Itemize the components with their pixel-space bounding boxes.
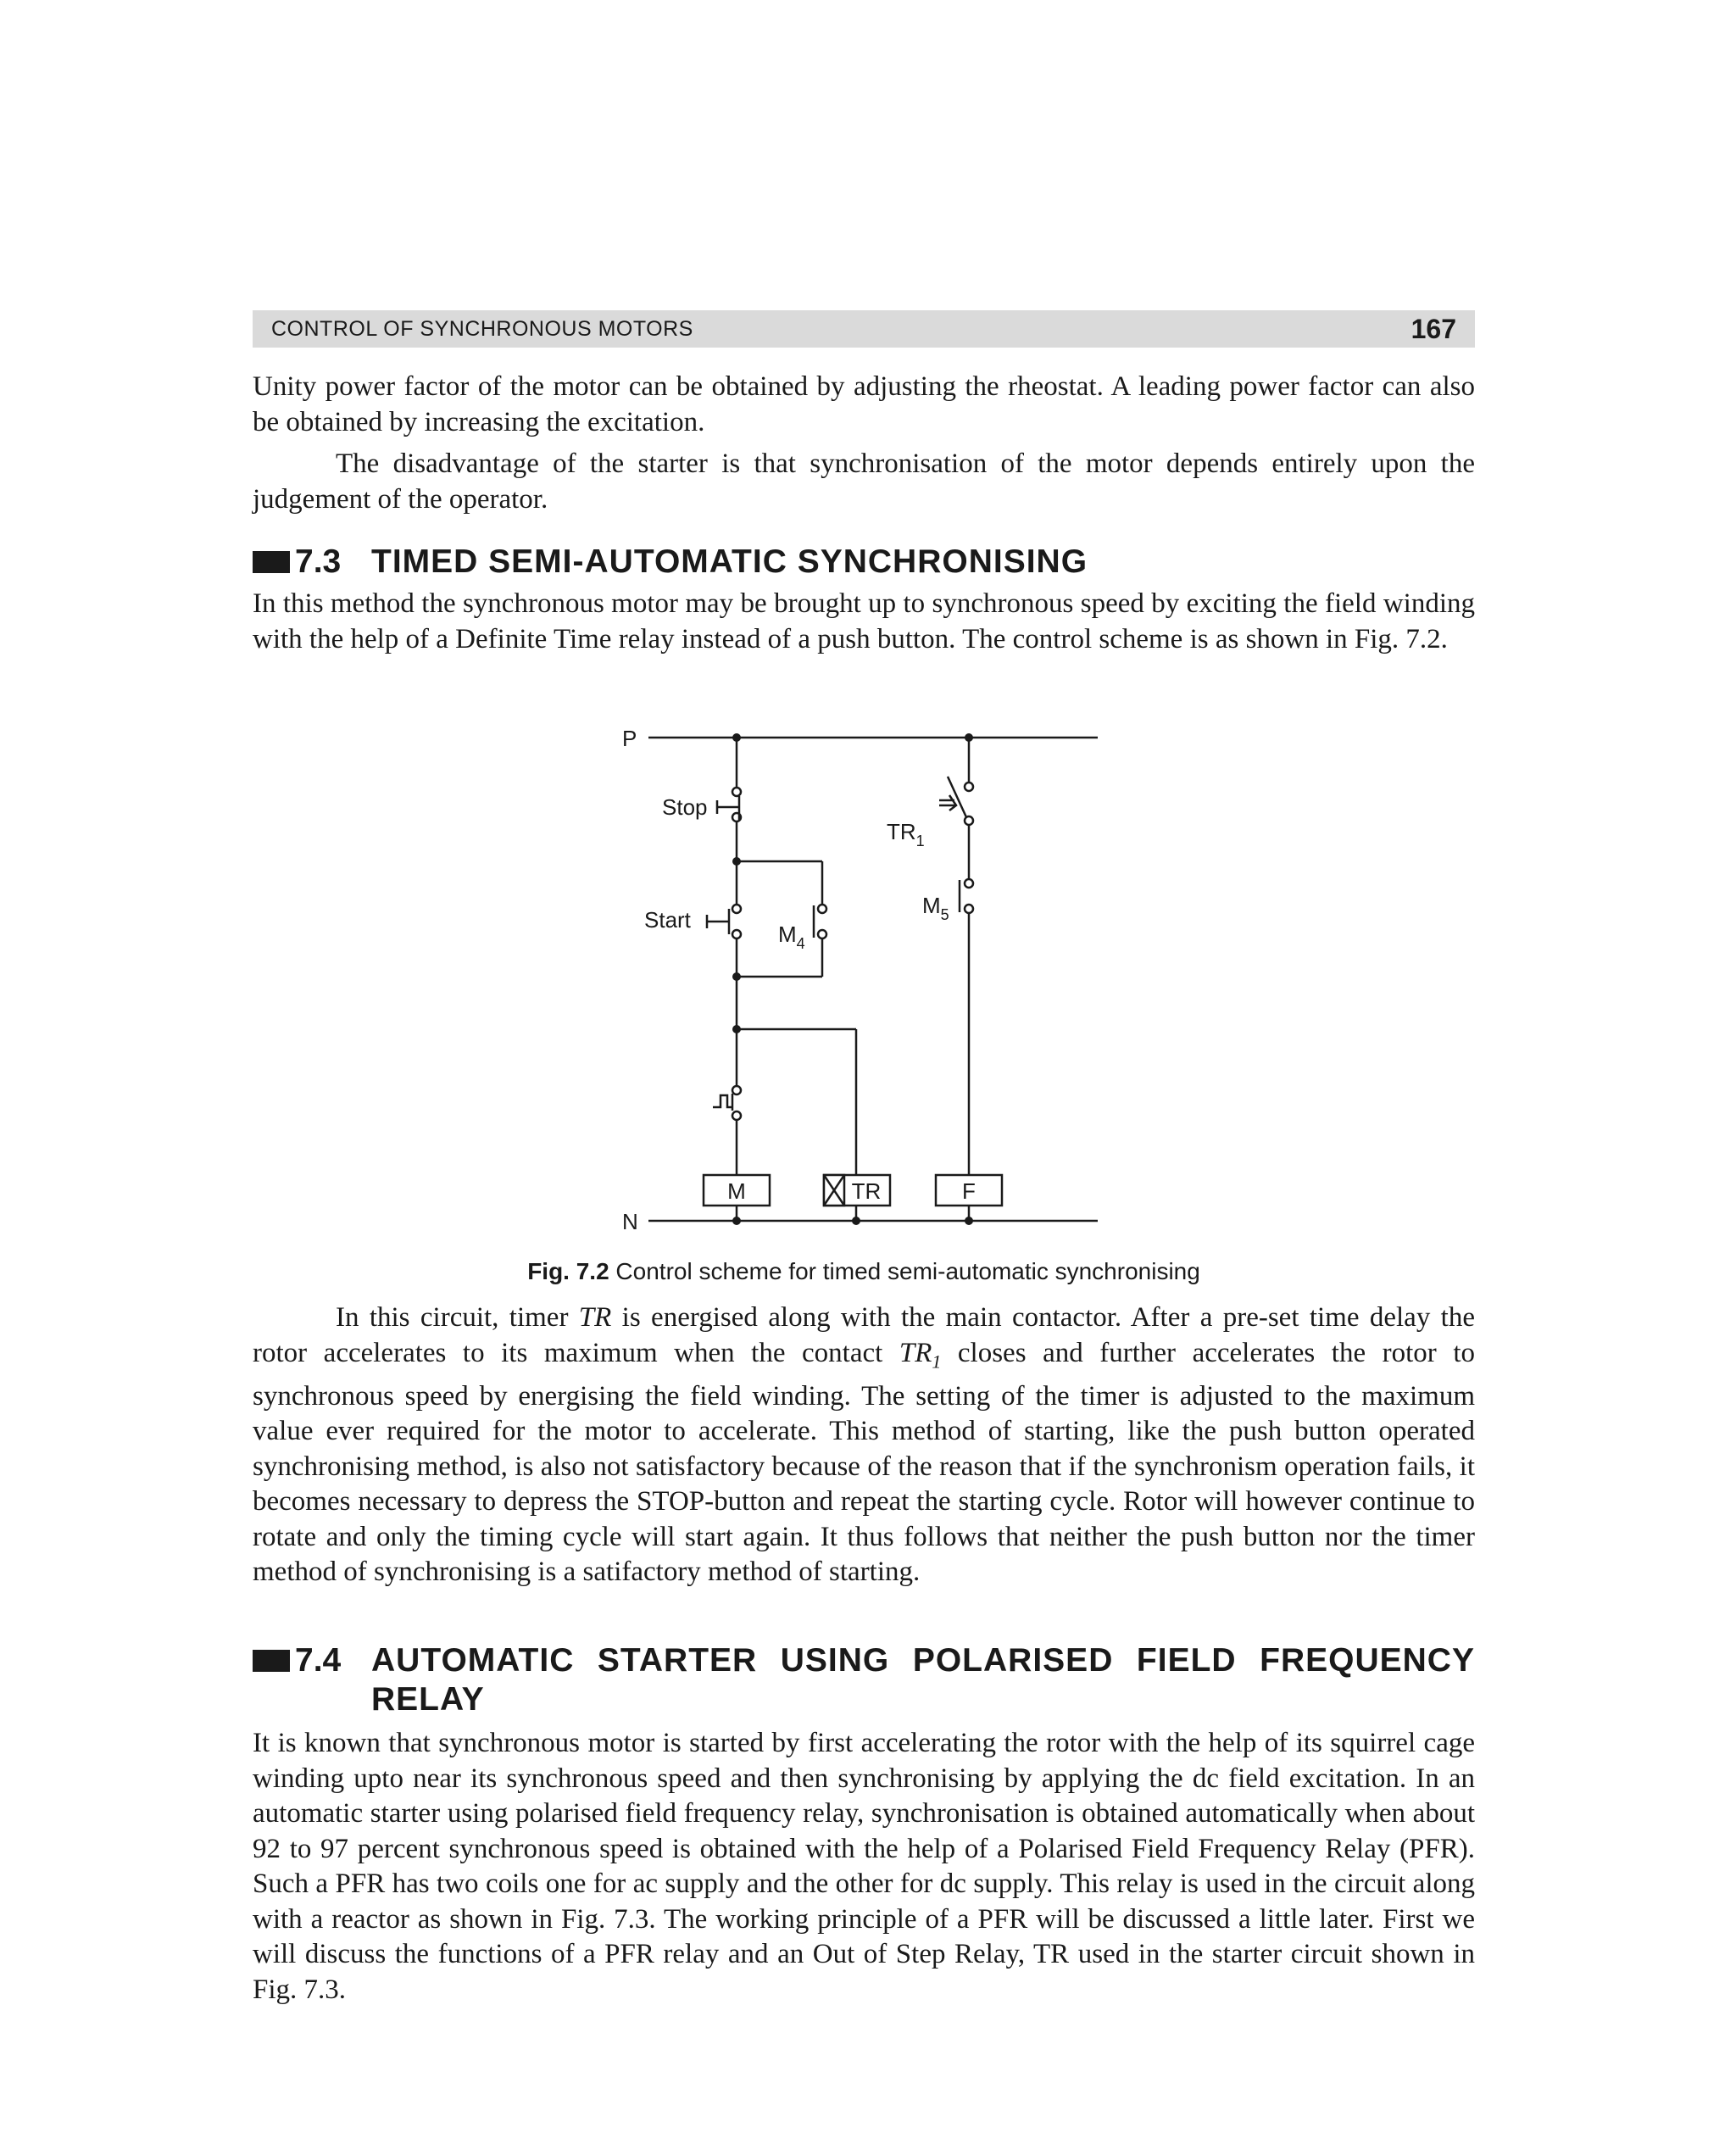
- figure-caption: [253, 1258, 1475, 1285]
- figure-number: Fig. 7.2: [527, 1258, 609, 1284]
- m4-contact-bottom: [818, 930, 826, 938]
- section-title: AUTOMATIC STARTER USING POLARISED FIELD FREQUENCY RELAY: [371, 1642, 1475, 1718]
- figure-7-2: [253, 712, 1475, 1289]
- page-number: 167: [1410, 313, 1456, 344]
- book-page: [253, 0, 1475, 2133]
- symbol-tr1: $TR_1$: [899, 1337, 942, 1373]
- section-heading-7-3: [253, 543, 1475, 582]
- section-number: 7.4: [295, 1642, 342, 1679]
- paragraph-timed-method: In this method the synchronous motor may be brought up to synchronous speed by exciting the field winding with the help of a Definite Time relay instead of a push button. The control scheme is as shown in Fig. 7.2.: [253, 588, 1475, 654]
- overload-contact-top: [732, 1086, 741, 1094]
- m5-contact-bottom: [965, 905, 973, 913]
- section-heading-7-4: [253, 1641, 1475, 1719]
- section-number: 7.3: [295, 543, 342, 580]
- label-p: P: [622, 726, 637, 751]
- running-head-title: CONTROL OF SYNCHRONOUS MOTORS: [271, 316, 693, 341]
- section-title: TIMED SEMI-AUTOMATIC SYNCHRONISING: [371, 543, 1088, 580]
- label-start: Start: [644, 907, 691, 933]
- m4-contact-top: [818, 905, 826, 913]
- label-m5: $M_5$: [922, 893, 949, 923]
- start-contact-bottom: [732, 930, 741, 938]
- paragraph-disadvantage: The disadvantage of the starter is that synchronisation of the motor depends entirely upon the judgement of the operator.: [253, 448, 1475, 515]
- coil-f-label: F: [962, 1178, 976, 1204]
- figure-caption-text: Control scheme for timed semi-automatic synchronising: [609, 1258, 1200, 1284]
- label-tr1: $TR_1$: [887, 819, 925, 849]
- junction-dots: [732, 733, 973, 1225]
- m5-contact-top: [965, 879, 973, 888]
- overload-contact-bottom: [732, 1111, 741, 1120]
- symbol-tr: TR: [578, 1302, 612, 1333]
- heading-marker: [253, 551, 290, 573]
- paragraph-automatic-starter: It is known that synchronous motor is started by first accelerating the rotor with the help of its squirrel cage winding upto near its synchronous speed and then synchronising by applying the dc field excitation. In an automatic starter using polarised field frequency relay, synchronisation is obtained automatically when about 92 to 97 percent synchronous speed is obtained with the help of a Polarised Field Frequency Relay (PFR). Such a PFR has two coils one for ac supply and the other for dc supply. This relay is used in the circuit along with a reactor as shown in Fig. 7.3. The working principle of a PFR will be discussed a little later. First we will discuss the functions of a PFR relay and an Out of Step Relay, TR used in the starter circuit shown in Fig. 7.3.: [253, 1728, 1475, 2005]
- tr1-contact-bottom: [965, 816, 973, 825]
- thermal-overload-icon: [713, 1095, 732, 1107]
- label-n: N: [622, 1209, 638, 1234]
- time-delay-closing-icon: [939, 795, 956, 810]
- coil-tr-label: TR: [851, 1178, 882, 1204]
- label-stop: Stop: [662, 794, 708, 820]
- label-m4: $M_4$: [778, 922, 805, 952]
- paragraph-timer-circuit: In this circuit, timer TR is energised along with the main contactor. After a pre-set time delay the rotor accelerates to its maximum when the contact $TR_1$ closes and further accelerates the rotor to synchronous speed by energising the field winding. The setting of the timer is adjusted to the maximum value ever required for the motor to accelerate. This method of starting, like the push button operated synchronising method, is also not satisfactory because of the reason that if the synchronism operation fails, it becomes necessary to depress the STOP-button and repeat the starting cycle. Rotor will however continue to rotate and only the timing cycle will start again. It thus follows that neither the push button nor the timer method of synchronising is a satifactory method of starting.: [253, 1302, 1475, 1588]
- heading-marker: [253, 1650, 290, 1672]
- control-circuit-diagram: [253, 712, 1475, 1289]
- running-head: [253, 310, 1475, 348]
- stop-contact-top: [732, 788, 741, 796]
- coil-m-label: M: [727, 1178, 746, 1204]
- tr1-contact-top: [965, 782, 973, 791]
- start-contact-top: [732, 905, 741, 913]
- paragraph-unity-power-factor: Unity power factor of the motor can be obtained by adjusting the rheostat. A leading power factor can also be obtained by increasing the excitation.: [253, 371, 1475, 437]
